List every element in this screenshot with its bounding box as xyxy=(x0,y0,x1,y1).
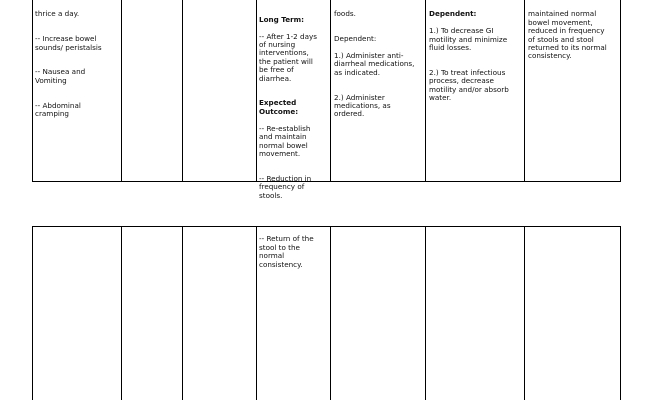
expected-outcome-item: -- Re-establish and maintain normal bowel movement. xyxy=(259,123,311,158)
assessment-line: thrice a day. xyxy=(35,9,80,19)
table-divider xyxy=(182,226,183,400)
table-border-left xyxy=(32,0,33,182)
planning-cell xyxy=(259,0,329,216)
expected-outcome-title: Expected Outcome: xyxy=(259,98,299,116)
table-divider xyxy=(256,0,257,182)
table-divider xyxy=(425,0,426,182)
table-divider xyxy=(182,0,183,182)
intervention-item: 2.) Administer medications, as ordered. xyxy=(334,92,391,119)
rationale-item: 1.) To decrease GI motility and minimize fluid losses. xyxy=(429,26,508,53)
interventions-dependent-title: Dependent: xyxy=(334,34,377,44)
table-divider xyxy=(330,226,331,400)
table-divider xyxy=(121,226,122,400)
table-border-right xyxy=(620,0,621,182)
rationale-dependent-title: Dependent: xyxy=(429,9,477,19)
evaluation-text: maintained normal bowel movement, reduced in frequency of stools and stool returned to its normal consistency. xyxy=(528,9,607,61)
table-border-right xyxy=(620,226,621,400)
rationale-item: 2.) To treat infectious process, decrease motility and/or absorb water. xyxy=(429,67,509,103)
planning-cell xyxy=(259,227,329,285)
table-divider xyxy=(425,226,426,400)
rationale-cell xyxy=(429,2,523,119)
interventions-top-fragment: foods. xyxy=(334,9,356,19)
long-term-text: -- After 1-2 days of nursing interventions, the patient will be free of diarrhea. xyxy=(259,31,318,83)
table-divider xyxy=(524,0,525,182)
interventions-cell xyxy=(334,2,424,135)
assessment-cell xyxy=(35,2,119,135)
table-divider xyxy=(256,226,257,400)
assessment-line: -- Nausea and Vomiting xyxy=(35,67,86,85)
intervention-item: 1.) Administer anti- diarrheal medications, as indicated. xyxy=(334,51,415,77)
assessment-line: -- Increase bowel sounds/ peristalsis xyxy=(35,34,102,52)
table-divider xyxy=(524,226,525,400)
expected-outcome-item: -- Reduction in frequency of stools. xyxy=(259,173,312,200)
long-term-title: Long Term: xyxy=(259,14,305,24)
table-divider xyxy=(121,0,122,182)
table-divider xyxy=(330,0,331,182)
evaluation-cell xyxy=(528,2,618,77)
planning-continued-text: -- Return of the stool to the normal consistency. xyxy=(259,234,314,269)
table-border-left xyxy=(32,226,33,400)
assessment-line: -- Abdominal cramping xyxy=(35,100,81,119)
